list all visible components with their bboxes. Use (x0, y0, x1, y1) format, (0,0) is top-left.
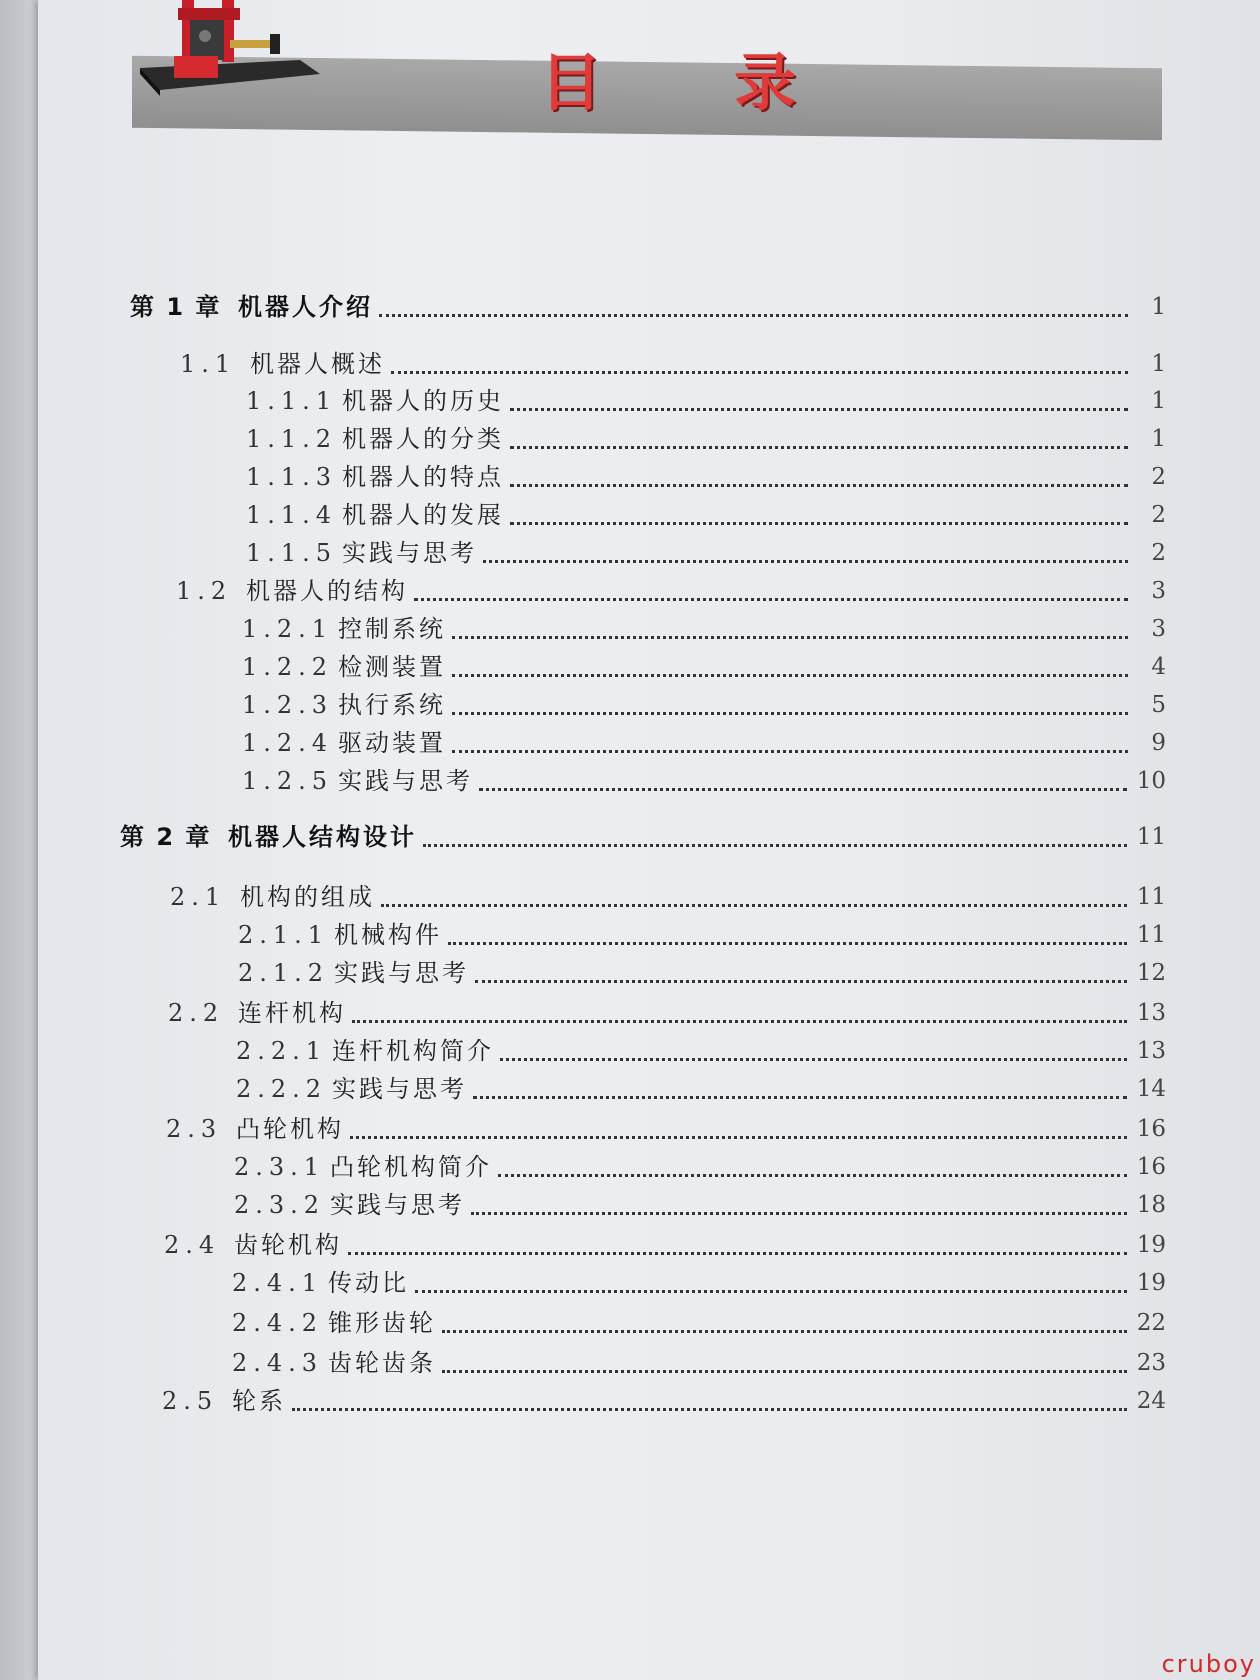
toc-number: 1.1.4 (246, 501, 338, 529)
toc-number: 1.1.5 (246, 539, 338, 567)
toc-subsection-entry[interactable] (242, 690, 1166, 720)
toc-number: 2.1.2 (238, 959, 330, 987)
toc-number: 1.1.1 (246, 387, 338, 415)
toc-leader-dots (352, 1020, 1127, 1023)
toc-title: 实践与思考 (332, 1075, 467, 1103)
watermark: cruboy (1161, 1650, 1256, 1678)
toc-page-number: 1 (1151, 388, 1166, 414)
toc-title: 控制系统 (338, 615, 446, 643)
toc-number: 2.4.2 (232, 1309, 324, 1337)
toc-leader-dots (379, 314, 1128, 317)
toc-leader-dots (292, 1408, 1127, 1411)
toc-number: 2.4.3 (232, 1349, 324, 1377)
toc-leader-dots (510, 484, 1128, 487)
toc-number: 2.3 (166, 1115, 223, 1143)
toc-number: 2.1.1 (238, 921, 330, 949)
toc-title: 机构的组成 (240, 883, 375, 911)
toc-title: 齿轮齿条 (328, 1349, 436, 1377)
toc-page-number: 24 (1136, 1388, 1166, 1414)
toc-title: 机器人概述 (250, 350, 385, 378)
toc-leader-dots (423, 844, 1127, 847)
toc-page-number: 9 (1151, 730, 1166, 756)
toc-page-number: 4 (1151, 654, 1166, 680)
toc-title: 连杆机构 (238, 999, 346, 1027)
toc-leader-dots (473, 1096, 1127, 1099)
toc-page-number: 12 (1136, 960, 1166, 986)
toc-subsection-entry[interactable] (232, 1308, 1166, 1338)
toc-title: 实践与思考 (330, 1191, 465, 1219)
toc-number: 1.1.2 (246, 425, 338, 453)
toc-page-number: 3 (1151, 616, 1166, 642)
toc-number: 1.1.3 (246, 463, 338, 491)
toc-leader-dots (348, 1252, 1127, 1255)
toc-title: 机器人的特点 (342, 463, 504, 491)
toc-title: 机器人的结构 (246, 577, 408, 605)
toc-subsection-entry[interactable] (232, 1268, 1166, 1298)
toc-page-number: 11 (1136, 824, 1166, 850)
toc-subsection-entry[interactable] (246, 386, 1166, 416)
toc-number: 2.5 (162, 1387, 219, 1415)
toc-number: 1.2.3 (242, 691, 334, 719)
toc-subsection-entry[interactable] (242, 614, 1166, 644)
toc-subsection-entry[interactable] (242, 728, 1166, 758)
toc-number: 1.2.4 (242, 729, 334, 757)
title-char: 目 (540, 45, 607, 119)
toc-page-number: 11 (1136, 922, 1166, 948)
toc-number: 2.2.1 (236, 1037, 328, 1065)
toc-page-number: 2 (1151, 540, 1166, 566)
toc-leader-dots (452, 750, 1128, 753)
toc-title: 凸轮机构 (236, 1115, 344, 1143)
toc-number: 2.3.1 (234, 1153, 326, 1181)
toc-page-number: 1 (1151, 351, 1166, 377)
toc-leader-dots (452, 674, 1128, 677)
toc-title: 凸轮机构简介 (330, 1153, 492, 1181)
toc-number: 2.4 (164, 1231, 221, 1259)
toc-subsection-entry[interactable] (246, 500, 1166, 530)
toc-leader-dots (452, 636, 1128, 639)
toc-title: 机器人的分类 (342, 425, 504, 453)
toc-leader-dots (415, 1290, 1127, 1293)
toc-title: 机械构件 (334, 921, 442, 949)
toc-subsection-entry[interactable] (242, 766, 1166, 796)
toc-subsection-entry[interactable] (246, 424, 1166, 454)
toc-number: 2.2.2 (236, 1075, 328, 1103)
toc-number: 1.2.2 (242, 653, 334, 681)
toc-title: 实践与思考 (338, 767, 473, 795)
toc-subsection-entry[interactable] (238, 958, 1166, 988)
toc-subsection-entry[interactable] (232, 1348, 1166, 1378)
toc-section-entry[interactable] (176, 576, 1166, 606)
toc-number: 1.2.1 (242, 615, 334, 643)
toc-number: 1.1 (180, 350, 237, 378)
toc-page-number: 2 (1151, 502, 1166, 528)
toc-page-number: 14 (1136, 1076, 1166, 1102)
toc-number: 2.1 (170, 883, 227, 911)
toc-subsection-entry[interactable] (242, 652, 1166, 682)
toc-chapter-entry[interactable] (130, 292, 1166, 322)
toc-page-number: 13 (1136, 1000, 1166, 1026)
toc-page-number: 1 (1151, 294, 1166, 320)
toc-subsection-entry[interactable] (236, 1074, 1166, 1104)
toc-section-entry[interactable] (170, 882, 1166, 912)
toc-page-number: 23 (1136, 1350, 1166, 1376)
toc-leader-dots (471, 1212, 1127, 1215)
toc-number: 1.2 (176, 577, 233, 605)
toc-title: 传动比 (328, 1269, 409, 1297)
toc-title: 实践与思考 (334, 959, 469, 987)
toc-number: 1.2.5 (242, 767, 334, 795)
toc-page-number: 19 (1136, 1232, 1166, 1258)
toc-number: 第 1 章 (130, 293, 222, 321)
toc-title: 执行系统 (338, 691, 446, 719)
toc-page-number: 10 (1136, 768, 1166, 794)
toc-title: 轮系 (232, 1387, 286, 1415)
toc-chapter-entry[interactable] (120, 822, 1166, 852)
toc-leader-dots (475, 980, 1127, 983)
toc-number: 第 2 章 (120, 823, 212, 851)
toc-title: 机器人的发展 (342, 501, 504, 529)
toc-leader-dots (498, 1174, 1127, 1177)
toc-section-entry[interactable] (168, 998, 1166, 1028)
toc-section-entry[interactable] (166, 1114, 1166, 1144)
toc-title: 机器人的历史 (342, 387, 504, 415)
toc-subsection-entry[interactable] (234, 1190, 1166, 1220)
toc-title: 驱动装置 (338, 729, 446, 757)
toc-page-number: 2 (1151, 464, 1166, 490)
toc-subsection-entry[interactable] (246, 538, 1166, 568)
toc-leader-dots (510, 446, 1128, 449)
toc-leader-dots (479, 788, 1127, 791)
toc-section-entry[interactable] (164, 1230, 1166, 1260)
toc-page-number: 3 (1151, 578, 1166, 604)
toc-title: 连杆机构简介 (332, 1037, 494, 1065)
toc-leader-dots (350, 1136, 1127, 1139)
toc-leader-dots (442, 1330, 1127, 1333)
toc-leader-dots (381, 904, 1127, 907)
toc-page-number: 16 (1136, 1116, 1166, 1142)
toc-title: 实践与思考 (342, 539, 477, 567)
toc-number: 2.2 (168, 999, 225, 1027)
toc-subsection-entry[interactable] (238, 920, 1166, 950)
toc-page-number: 1 (1151, 426, 1166, 452)
toc-leader-dots (452, 712, 1128, 715)
toc-leader-dots (510, 408, 1128, 411)
toc-title: 检测装置 (338, 653, 446, 681)
toc-leader-dots (500, 1058, 1127, 1061)
toc-section-entry[interactable] (180, 349, 1166, 379)
toc-number: 2.4.1 (232, 1269, 324, 1297)
toc-subsection-entry[interactable] (236, 1036, 1166, 1066)
toc-leader-dots (414, 598, 1128, 601)
toc-page-number: 22 (1136, 1310, 1166, 1336)
toc-page-number: 11 (1136, 884, 1166, 910)
toc-number: 2.3.2 (234, 1191, 326, 1219)
toc-leader-dots (510, 522, 1128, 525)
toc-page-number: 19 (1136, 1270, 1166, 1296)
toc-page-number: 13 (1136, 1038, 1166, 1064)
title-char: 录 (733, 45, 800, 119)
toc-leader-dots (483, 560, 1128, 563)
toc-title: 齿轮机构 (234, 1231, 342, 1259)
toc-title: 机器人介绍 (238, 293, 373, 321)
toc-subsection-entry[interactable] (246, 462, 1166, 492)
toc-leader-dots (448, 942, 1127, 945)
toc-page-number: 16 (1136, 1154, 1166, 1180)
toc-title: 锥形齿轮 (328, 1309, 436, 1337)
toc-page-number: 18 (1136, 1192, 1166, 1218)
toc-page-number: 5 (1151, 692, 1166, 718)
toc-title: 机器人结构设计 (228, 823, 417, 851)
toc-subsection-entry[interactable] (234, 1152, 1166, 1182)
toc-leader-dots (442, 1370, 1127, 1373)
toc-leader-dots (391, 371, 1128, 374)
toc-section-entry[interactable] (162, 1386, 1166, 1416)
